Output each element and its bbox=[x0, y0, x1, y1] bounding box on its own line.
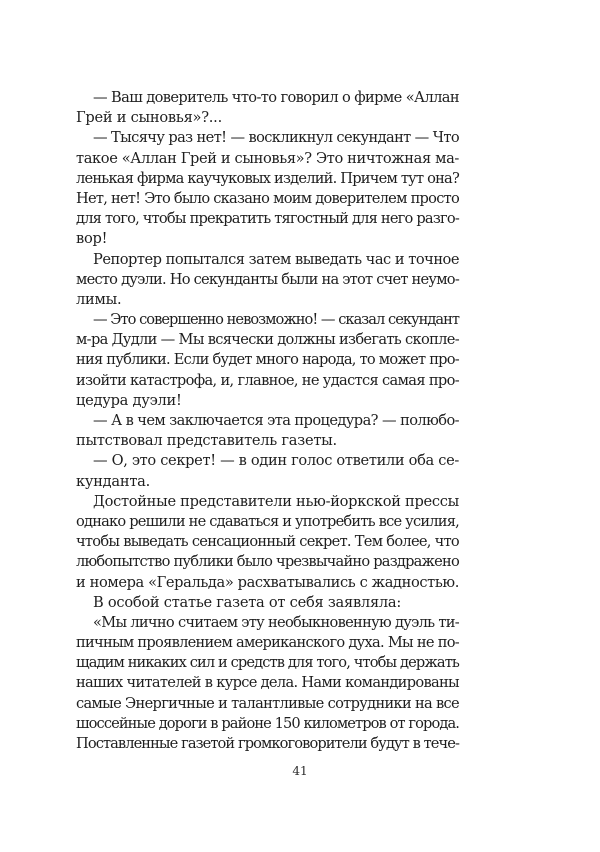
text-line: щадим никаких сил и средств для того, чтобы держать bbox=[76, 654, 459, 672]
text-line: шоссейные дороги в районе 150 километров от города. bbox=[76, 714, 459, 732]
text-line: любопытство публики было чрезвычайно раздражено bbox=[76, 553, 459, 571]
text-line: цедура дуэли! bbox=[76, 391, 182, 409]
text-line: — А в чем заключается эта процедура? — полюбо- bbox=[93, 412, 459, 429]
text-line: пытствовал представитель газеты. bbox=[76, 432, 337, 450]
text-line: В особой статье газета от себя заявляла: bbox=[93, 593, 402, 611]
text-line: для того, чтобы прекратить тягостный для него разго- bbox=[76, 210, 459, 228]
text-line: наших читателей в курсе дела. Нами командированы bbox=[76, 674, 459, 692]
page-body-text bbox=[76, 88, 459, 754]
text-line: такое «Аллан Грей и сыновья»? Это ничтожная ма- bbox=[76, 149, 459, 167]
text-line: изойти катастрофа, и, главное, не удастся самая про- bbox=[76, 371, 459, 389]
text-line: однако решили не сдаваться и употребить все усилия, bbox=[76, 512, 459, 530]
text-line: Поставленные газетой громкоговорители будут в тече- bbox=[76, 735, 459, 752]
text-line: Грей и сыновья»?... bbox=[76, 109, 222, 127]
text-line: вор! bbox=[76, 230, 108, 248]
text-line: — Тысячу раз нет! — воскликнул секундант — Что bbox=[93, 129, 459, 147]
text-line: ния публики. Если будет много народа, то может про- bbox=[76, 351, 459, 369]
text-line: и номера «Геральда» расхватывались с жадностью. bbox=[76, 573, 459, 591]
text-line: пичным проявлением американского духа. Мы не по- bbox=[76, 634, 459, 652]
text-line: кунданта. bbox=[76, 472, 151, 490]
text-line: лимы. bbox=[76, 290, 122, 308]
text-line: — Это совершенно невозможно! — сказал секундант bbox=[93, 311, 459, 329]
text-line: — О, это секрет! — в один голос ответили оба се- bbox=[93, 452, 459, 470]
text-line: — Ваш доверитель что-то говорил о фирме «Аллан bbox=[93, 89, 459, 106]
text-line: «Мы лично считаем эту необыкновенную дуэль ти- bbox=[93, 613, 459, 631]
text-line: чтобы выведать сенсационный секрет. Тем более, что bbox=[76, 533, 459, 551]
text-line: Нет, нет! Это было сказано моим доверителем просто bbox=[76, 189, 459, 207]
text-line: место дуэли. Но секунданты были на этот счет неумо- bbox=[76, 270, 459, 288]
text-line: ленькая фирма каучуковых изделий. Причем тут она? bbox=[76, 169, 459, 187]
page-number: 41 bbox=[292, 764, 308, 778]
text-line: самые Энергичные и талантливые сотрудники на все bbox=[76, 694, 459, 712]
text-line: м-ра Дудли — Мы всячески должны избегать скопле- bbox=[76, 331, 459, 349]
text-line: Достойные представители нью-йоркской прессы bbox=[93, 492, 459, 510]
text-line: Репортер попытался затем выведать час и точное bbox=[93, 250, 459, 268]
